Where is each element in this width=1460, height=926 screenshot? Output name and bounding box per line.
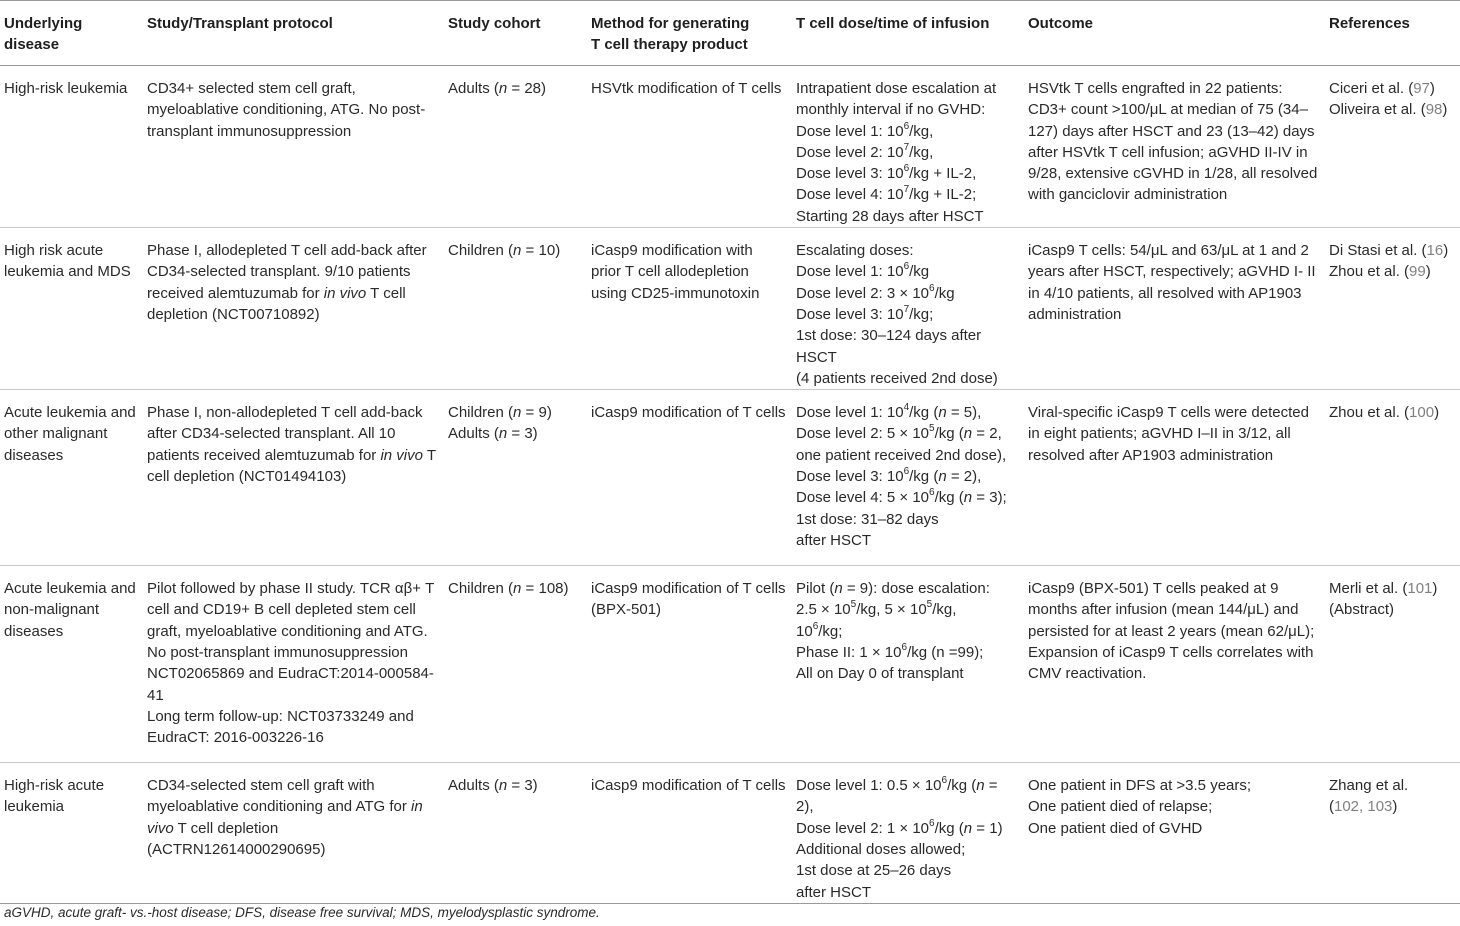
cell-references: Ciceri et al. (97) Oliveira et al. (98) xyxy=(1329,80,1448,119)
cell-cohort: Children (n = 108) xyxy=(448,580,569,598)
cell-dose: Dose level 1: $0.5 \times 10^6/kg$ (n = 2), Dose level 2: $1 \times 10^6/kg$ (n = 1) Additional doses allowed; 1st dose at 25–26 days after HSCT xyxy=(796,775,1003,901)
ref-link[interactable]: 99 xyxy=(1409,263,1426,281)
header-protocol: Study/Transplant protocol xyxy=(147,15,333,32)
cell-dose: Escalating doses: Dose level 1: $10^6/kg$ Dose level 2: $3 \times 10^6/kg$ Dose level 3: $10^7/kg$; 1st dose: 30–124 days after HSCT (4 patients received 2nd dose) xyxy=(796,242,998,387)
cell-dose: Intrapatient dose escalation at monthly interval if no GVHD: Dose level 1: $10^6/kg$, Dose level 2: $10^7/kg$, Dose level 3: $10^6/kg + IL-2$, Dose level 4: $10^7/kg + IL-2$; Starting 28 days after HSCT xyxy=(796,80,997,225)
header-row xyxy=(0,1,1460,66)
ref-link[interactable]: 100 xyxy=(1409,404,1435,422)
header-dose: T cell dose/time of infusion xyxy=(796,15,990,32)
table-row xyxy=(0,228,1460,390)
cell-cohort: Children (n = 9) Adults (n = 3) xyxy=(448,404,552,443)
cell-references: Merli et al. (101) (Abstract) xyxy=(1329,580,1438,619)
cell-disease: Acute leukemia and non-malignant diseases xyxy=(4,580,136,640)
cell-protocol: CD34-selected stem cell graft with myeloablative conditioning and ATG for in vivo T cell depletion (ACTRN12614000290695) xyxy=(147,777,423,859)
table-row xyxy=(0,566,1460,763)
cell-protocol: Phase I, allodepleted T cell add-back after CD34-selected transplant. 9/10 patients received alemtuzumab for in vivo T cell depletion (NCT00710892) xyxy=(147,242,427,323)
cell-references: Zhang et al. (102, 103) xyxy=(1329,777,1409,816)
header-method: Method for generating T cell therapy product xyxy=(591,15,750,54)
cell-disease: High-risk acute leukemia xyxy=(4,777,105,816)
cell-cohort: Adults (n = 3) xyxy=(448,777,538,795)
cell-references: Di Stasi et al. (16) Zhou et al. (99) xyxy=(1329,242,1449,281)
cell-method: HSVtk modification of T cells xyxy=(591,80,782,97)
header-cohort: Study cohort xyxy=(448,15,541,32)
cell-outcome: Viral-specific iCasp9 T cells were detected in eight patients; aGVHD I–II in 3/12, all resolved after AP1903 administration xyxy=(1028,404,1309,464)
cell-outcome: iCasp9 (BPX-501) T cells peaked at 9 months after infusion (mean 144/μL) and persisted for at least 2 years (mean 62/μL); Expansion of iCasp9 T cells correlates with CMV reactivation. xyxy=(1028,580,1315,683)
ref-link[interactable]: 102, 103 xyxy=(1334,798,1393,816)
cell-dose: Dose level 1: $10^4/kg$ (n = 5), Dose level 2: $5 \times 10^5/kg$ (n = 2, one patient received 2nd dose), Dose level 3: $10^6/kg$ (n = 2), Dose level 4: $5 \times 10^6/kg$ (n = 3); 1st dose: 31–82 days after HSCT xyxy=(796,402,1007,549)
cell-outcome: One patient in DFS at >3.5 years; One patient died of relapse; One patient died of GVHD xyxy=(1028,777,1252,837)
cell-protocol: Pilot followed by phase II study. TCR αβ+ T cell and CD19+ B cell depleted stem cell graft, myeloablative conditioning and ATG. No post-transplant immunosuppression NCT02065869 and EudraCT:2014-000584-41 Long term follow-up: NCT03733249 and EudraCT: 2016-003226-16 xyxy=(147,580,435,747)
table-row xyxy=(0,390,1460,566)
header-disease: Underlying disease xyxy=(4,15,83,54)
cell-method: iCasp9 modification with prior T cell allodepletion using CD25-immunotoxin xyxy=(591,242,760,302)
cell-protocol: Phase I, non-allodepleted T cell add-back after CD34-selected transplant. All 10 patients received alemtuzumab for in vivo T cell depletion (NCT01494103) xyxy=(147,404,436,486)
cell-disease: High-risk leukemia xyxy=(4,80,128,97)
ref-link[interactable]: 97 xyxy=(1413,80,1430,97)
cell-cohort: Children (n = 10) xyxy=(448,242,561,260)
ref-link[interactable]: 101 xyxy=(1407,580,1433,598)
header-references: References xyxy=(1329,15,1410,32)
cell-disease: Acute leukemia and other malignant diseases xyxy=(4,404,136,464)
cell-outcome: HSVtk T cells engrafted in 22 patients: CD3+ count >100/μL at median of 75 (34–127) days after HSCT and 23 (13–42) days after HSVtk T cell infusion; aGVHD II-IV in 9/28, extensive cGVHD in 1/28, all resolved with ganciclovir administration xyxy=(1028,80,1318,204)
ref-link[interactable]: 98 xyxy=(1425,101,1443,119)
header-outcome: Outcome xyxy=(1028,15,1094,32)
cell-references: Zhou et al. (100) xyxy=(1329,404,1440,422)
cell-cohort: Adults (n = 28) xyxy=(448,80,547,97)
table-row xyxy=(0,66,1460,228)
cell-protocol: CD34+ selected stem cell graft, myeloablative conditioning, ATG. No post-transplant immunosuppression xyxy=(147,80,426,140)
ref-link[interactable]: 16 xyxy=(1426,242,1444,260)
table-footnote: aGVHD, acute graft- vs.-host disease; DFS, disease free survival; MDS, myelodysplastic syndrome. xyxy=(4,905,600,920)
cell-method: iCasp9 modification of T cells (BPX-501) xyxy=(591,580,786,619)
cell-dose: Pilot (n = 9): dose escalation: $2.5 \times 10^5/kg$, $5 \times 10^5/kg$, $10^6/kg$; Phase II: $1 \times 10^6/kg$ (n =99); All on Day 0 of transplant xyxy=(796,580,990,683)
cell-outcome: iCasp9 T cells: 54/μL and 63/μL at 1 and 2 years after HSCT, respectively; aGVHD I- II in 4/10 patients, all resolved with AP1903 administration xyxy=(1028,242,1316,323)
table-row xyxy=(0,763,1460,904)
cell-method: iCasp9 modification of T cells xyxy=(591,777,786,795)
cell-disease: High risk acute leukemia and MDS xyxy=(4,242,131,281)
cell-method: iCasp9 modification of T cells xyxy=(591,404,786,422)
